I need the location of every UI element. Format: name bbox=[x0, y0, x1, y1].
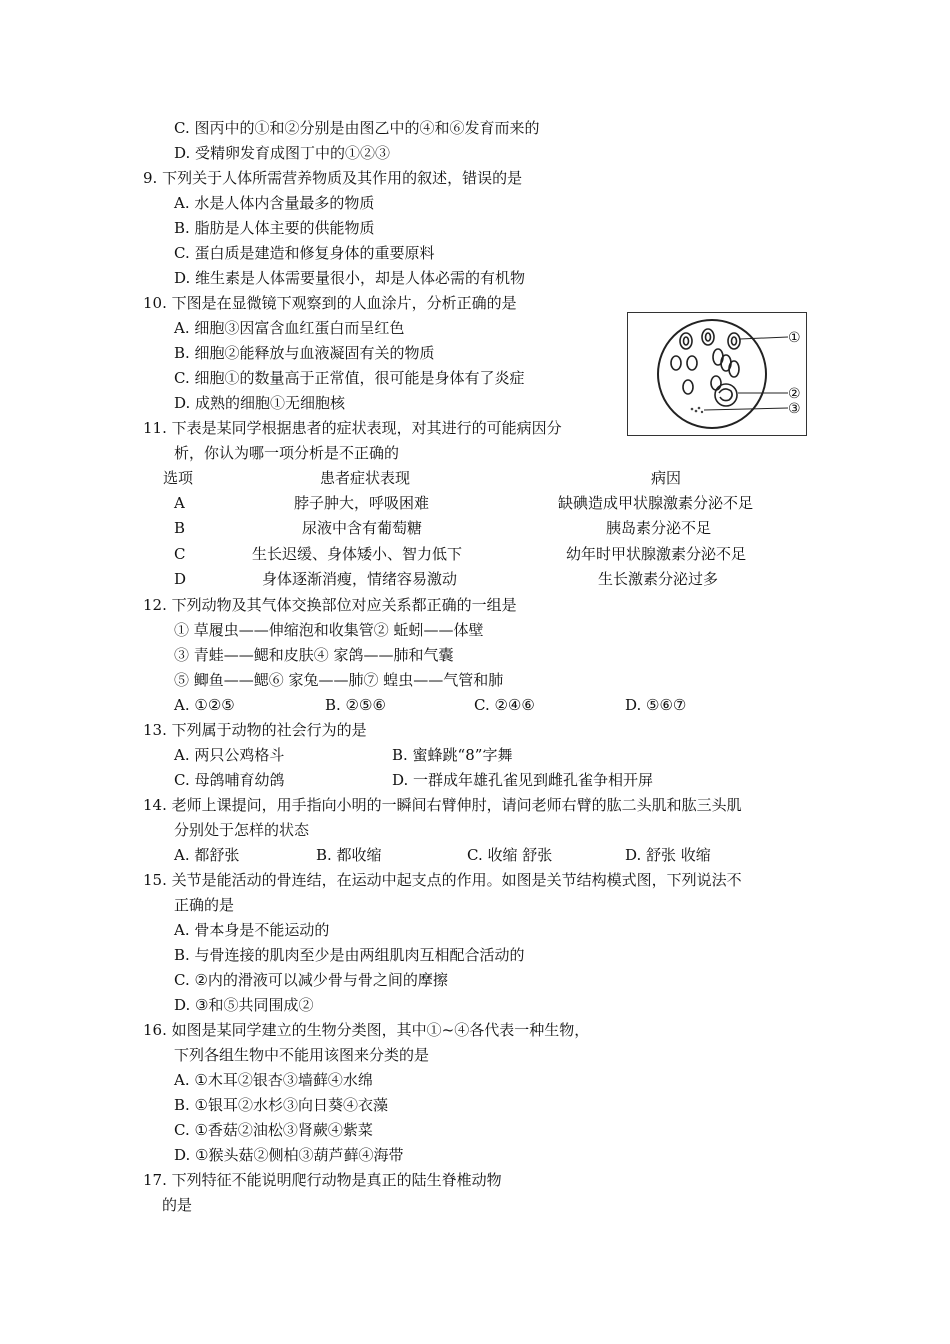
q15-stem-cont: 正确的是 bbox=[174, 896, 235, 914]
table-header-cause: 病因 bbox=[651, 469, 682, 487]
q12-option-d: D. ⑤⑥⑦ bbox=[625, 696, 687, 714]
q13-option-d: D. 一群成年雄孔雀见到雌孔雀争相开屏 bbox=[392, 771, 654, 789]
microscope-field bbox=[658, 320, 766, 428]
table-row-d-symptom: 身体逐渐消瘦，情绪容易激动 bbox=[262, 570, 458, 588]
table-row-a-option: A bbox=[174, 494, 185, 512]
q17-stem-cont: 的是 bbox=[162, 1196, 193, 1214]
q12-option-b: B. ②⑤⑥ bbox=[325, 696, 386, 714]
table-row-a-symptom: 脖子肿大，呼吸困难 bbox=[294, 494, 430, 512]
q9-option-c: C. 蛋白质是建造和修复身体的重要原料 bbox=[174, 244, 435, 262]
table-row-a-cause: 缺碘造成甲状腺激素分泌不足 bbox=[558, 494, 754, 512]
red-blood-cell bbox=[683, 380, 693, 394]
q11-stem: 11. 下表是某同学根据患者的症状表现，对其进行的可能病因分 bbox=[143, 419, 562, 437]
q14-option-c: C. 收缩 舒张 bbox=[467, 846, 553, 864]
table-row-c-cause: 幼年时甲状腺激素分泌不足 bbox=[566, 545, 747, 563]
blood-smear-figure bbox=[627, 312, 807, 436]
q15-option-c: C. ②内的滑液可以减少骨与骨之间的摩擦 bbox=[174, 971, 448, 989]
red-blood-cell bbox=[671, 356, 681, 370]
q16-option-c: C. ①香菇②油松③肾蕨④紫菜 bbox=[174, 1121, 373, 1139]
table-row-b-option: B bbox=[174, 519, 186, 537]
q15-option-b: B. 与骨连接的肌肉至少是由两组肌肉互相配合活动的 bbox=[174, 946, 525, 964]
red-blood-cell bbox=[680, 333, 692, 349]
platelet bbox=[691, 408, 694, 411]
q16-option-a: A. ①木耳②银杏③墙藓④水绵 bbox=[174, 1071, 373, 1089]
q12-stem: 12. 下列动物及其气体交换部位对应关系都正确的一组是 bbox=[143, 596, 517, 614]
q8-option-c: C. 图丙中的①和②分别是由图乙中的④和⑥发育而来的 bbox=[174, 119, 540, 137]
q16-stem: 16. 如图是某同学建立的生物分类图，其中①~④各代表一种生物， bbox=[143, 1021, 590, 1039]
q13-option-b: B. 蜜蜂跳“8”字舞 bbox=[392, 746, 513, 764]
q15-option-a: A. 骨本身是不能运动的 bbox=[174, 921, 330, 939]
q10-option-d: D. 成熟的细胞①无细胞核 bbox=[174, 394, 346, 412]
table-row-d-cause: 生长激素分泌过多 bbox=[598, 570, 719, 588]
white-blood-cell bbox=[715, 384, 737, 406]
table-row-d-option: D bbox=[174, 570, 187, 588]
q8-option-d: D. 受精卵发育成图丁中的①②③ bbox=[174, 144, 391, 162]
q14-stem: 14. 老师上课提问，用手指向小明的一瞬间右臂伸肘，请问老师右臂的肱二头肌和肱三头肌 bbox=[143, 796, 742, 814]
q11-stem-cont: 析，你认为哪一项分析是不正确的 bbox=[174, 444, 400, 462]
q13-option-c: C. 母鸽哺育幼鸽 bbox=[174, 771, 285, 789]
table-row-c-symptom: 生长迟缓、身体矮小、智力低下 bbox=[252, 545, 463, 563]
q9-option-a: A. 水是人体内含量最多的物质 bbox=[174, 194, 375, 212]
q9-stem: 9. 下列关于人体所需营养物质及其作用的叙述，错误的是 bbox=[143, 169, 523, 187]
q14-option-d: D. 舒张 收缩 bbox=[625, 846, 711, 864]
label-line-3 bbox=[704, 408, 788, 410]
table-row-b-symptom: 尿液中含有葡萄糖 bbox=[302, 519, 423, 537]
q16-option-b: B. ①银耳②水杉③向日葵④衣藻 bbox=[174, 1096, 389, 1114]
red-blood-cell bbox=[687, 356, 697, 370]
figure-label-2: ② bbox=[788, 386, 801, 402]
q15-stem: 15. 关节是能活动的骨连结，在运动中起支点的作用。如图是关节结构模式图，下列说法不 bbox=[143, 871, 742, 889]
q10-option-a: A. 细胞③因富含血红蛋白而呈红色 bbox=[174, 319, 405, 337]
q10-stem: 10. 下图是在显微镜下观察到的人血涂片，分析正确的是 bbox=[143, 294, 517, 312]
q9-option-d: D. 维生素是人体需要量很小，却是人体必需的有机物 bbox=[174, 269, 526, 287]
q14-option-a: A. 都舒张 bbox=[174, 846, 240, 864]
q15-option-d: D. ③和⑤共同围成② bbox=[174, 996, 314, 1014]
q9-option-b: B. 脂肪是人体主要的供能物质 bbox=[174, 219, 375, 237]
q17-stem: 17. 下列特征不能说明爬行动物是真正的陆生脊椎动物 bbox=[143, 1171, 502, 1189]
q10-option-b: B. 细胞②能释放与血液凝固有关的物质 bbox=[174, 344, 435, 362]
table-row-c-option: C bbox=[174, 545, 186, 563]
q16-stem-cont: 下列各组生物中不能用该图来分类的是 bbox=[174, 1046, 430, 1064]
blood-smear-drawing bbox=[628, 313, 806, 435]
table-header-option: 选项 bbox=[163, 469, 194, 487]
figure-label-3: ③ bbox=[788, 401, 801, 417]
red-blood-cell bbox=[711, 376, 721, 390]
table-header-symptom: 患者症状表现 bbox=[320, 469, 411, 487]
q14-stem-cont: 分别处于怎样的状态 bbox=[174, 821, 310, 839]
q12-option-c: C. ②④⑥ bbox=[474, 696, 535, 714]
q12-item-row-2: ③ 青蛙——鳃和皮肤④ 家鸽——肺和气囊 bbox=[174, 646, 454, 664]
q13-option-a: A. 两只公鸡格斗 bbox=[174, 746, 285, 764]
label-line-1 bbox=[740, 337, 788, 339]
q12-item-row-1: ① 草履虫——伸缩泡和收集管② 蚯蚓——体壁 bbox=[174, 621, 484, 639]
figure-label-1: ① bbox=[788, 330, 801, 346]
q12-item-row-3: ⑤ 鲫鱼——鳃⑥ 家兔——肺⑦ 蝗虫——气管和肺 bbox=[174, 671, 504, 689]
red-blood-cell bbox=[729, 361, 739, 377]
red-blood-cell bbox=[728, 333, 740, 349]
q13-stem: 13. 下列属于动物的社会行为的是 bbox=[143, 721, 367, 739]
red-blood-cell bbox=[702, 329, 714, 345]
q12-option-a: A. ①②⑤ bbox=[174, 696, 235, 714]
table-row-b-cause: 胰岛素分泌不足 bbox=[606, 519, 712, 537]
q10-option-c: C. 细胞①的数量高于正常值，很可能是身体有了炎症 bbox=[174, 369, 525, 387]
q14-option-b: B. 都收缩 bbox=[316, 846, 382, 864]
q16-option-d: D. ①猴头菇②侧柏③葫芦藓④海带 bbox=[174, 1146, 404, 1164]
